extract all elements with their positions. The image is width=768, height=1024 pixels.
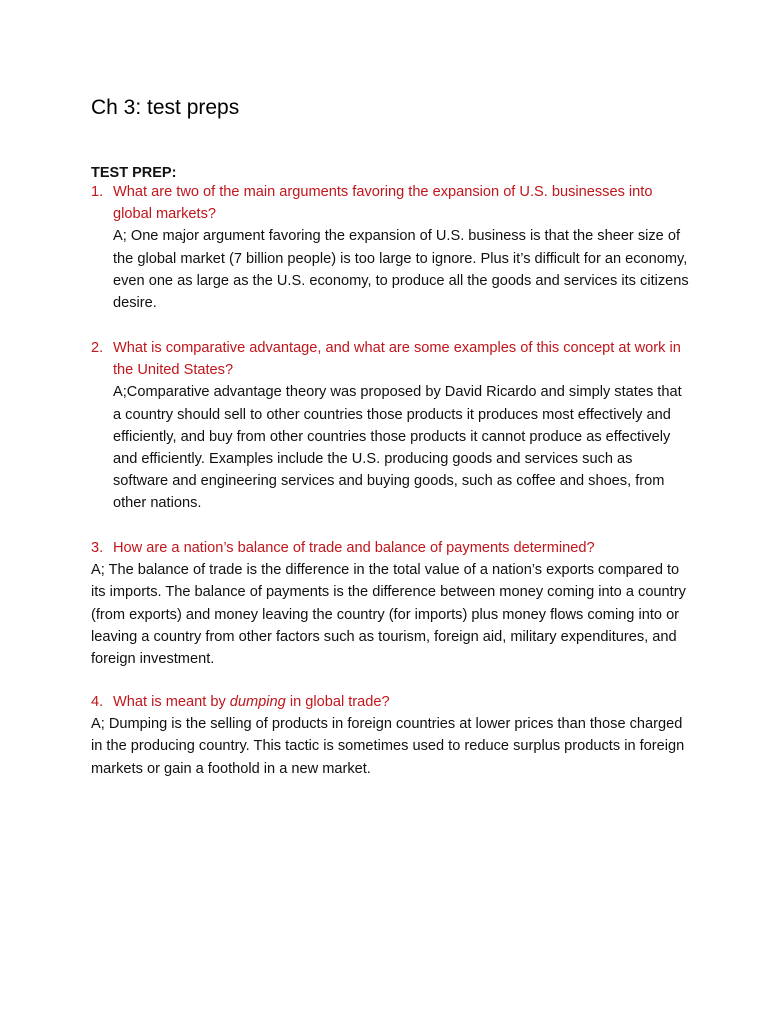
question-block-2 <box>91 337 691 515</box>
question-1 <box>91 181 691 225</box>
question-3 <box>91 537 691 559</box>
answer-3: A; The balance of trade is the difference in the total value of a nation’s exports compared to its imports. The balance of payments is the difference between money coming into a country (from exports) and money leaving the country (for imports) plus money flows coming into or leaving a country from other factors such as tourism, foreign aid, military expenditures, and foreign investment. <box>91 562 686 668</box>
question-text: What is comparative advantage, and what are some examples of this concept at work in the United States? <box>113 340 681 379</box>
question-text: How are a nation’s balance of trade and balance of payments determined? <box>113 540 595 556</box>
answer-1: A; One major argument favoring the expansion of U.S. business is that the sheer size of the global market (7 billion people) is too large to ignore. Plus it’s difficult for an economy, even one as large as the U.S. economy, to produce all the goods and services its citizens desire. <box>113 228 689 312</box>
question-emphasis: dumping <box>229 694 286 710</box>
question-block-3 <box>91 537 691 670</box>
question-block-1 <box>91 181 691 314</box>
answer-2: A;Comparative advantage theory was proposed by David Ricardo and simply states that a country should sell to other countries those products it produces most effectively and efficiently, and buy from other countries those products it cannot produce as effectively and efficiently. Examples include the U.S. producing goods and services such as software and engineering services and buying goods, such as coffee and shoes, from other nations. <box>113 384 682 512</box>
question-2 <box>91 337 691 381</box>
answer-4: A; Dumping is the selling of products in foreign countries at lower prices than those charged in the producing country. This tactic is sometimes used to reduce surplus products in foreign markets or gain a foothold in a new market. <box>91 716 685 777</box>
question-number: 1. <box>91 184 104 200</box>
question-text <box>113 691 691 713</box>
question-text-start: What is meant by <box>113 694 230 710</box>
question-number: 3. <box>91 540 104 556</box>
question-number: 2. <box>91 340 104 356</box>
question-text-end: in global trade? <box>285 694 390 710</box>
section-label: TEST PREP: <box>91 165 177 181</box>
question-text: What are two of the main arguments favoring the expansion of U.S. businesses into global markets? <box>113 184 653 223</box>
question-4 <box>91 691 691 713</box>
question-block-4 <box>91 691 691 780</box>
question-number: 4. <box>91 694 104 710</box>
page-title: Ch 3: test preps <box>91 96 240 119</box>
